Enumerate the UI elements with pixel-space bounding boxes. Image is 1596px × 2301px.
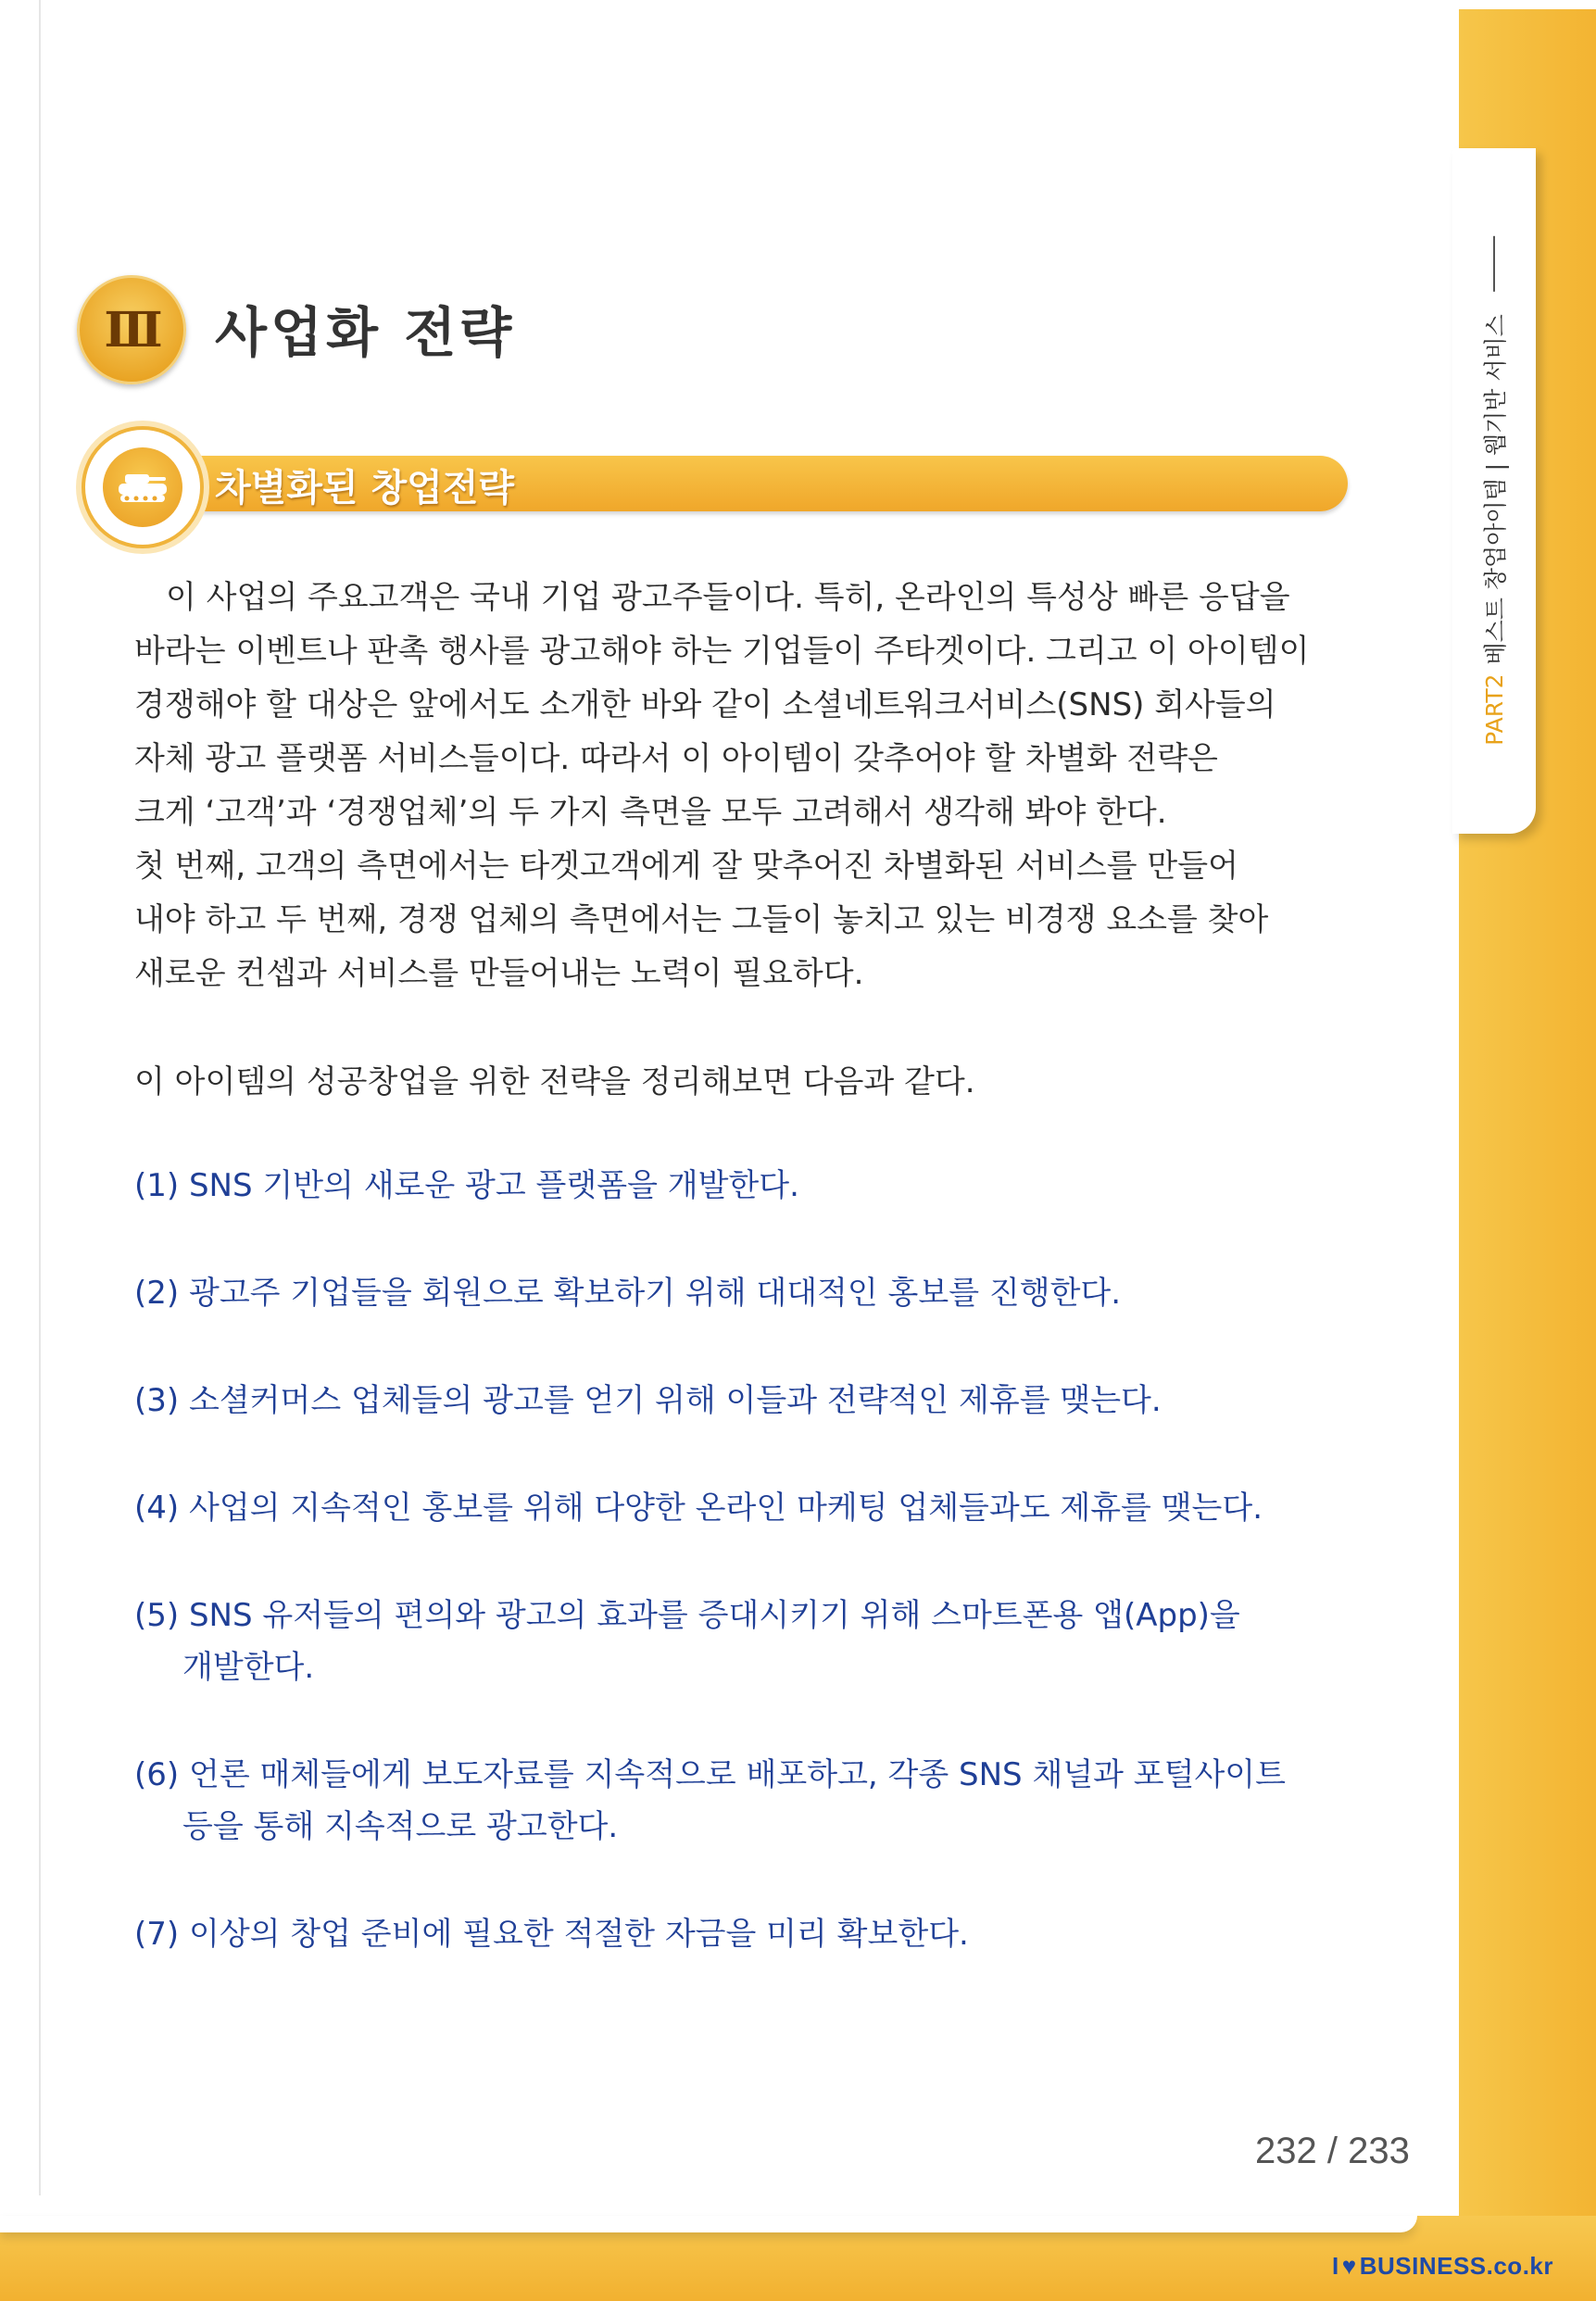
strategy-item [134,1267,1121,1319]
strategy-line: (4) 사업의 지속적인 홍보를 위해 다양한 온라인 마케팅 업체들과도 제휴를 맺는다. [134,1490,1263,1527]
section-title: 사업화 전략 [215,301,516,364]
heart-icon: ♥ [1341,2252,1357,2280]
strategy-line: 등을 통해 지속적으로 광고한다. [182,1808,619,1845]
footer-site-label [1332,2252,1553,2281]
footer-band-edge [0,2216,1417,2232]
strategy-line: (2) 광고주 기업들을 회원으로 확보하기 위해 대대적인 홍보를 진행한다. [134,1275,1122,1312]
strategy-item [134,1482,1263,1534]
strategy-line: (5) SNS 유저들의 편의와 광고의 효과를 증대시키기 위해 스마트폰용 앱(App)을 [134,1597,1240,1634]
strategy-intro: 이 아이템의 성공창업을 위한 전략을 정리해보면 다음과 같다. [134,1063,975,1100]
body-line: 첫 번째, 고객의 측면에서는 타겟고객에게 잘 맞추어진 차별화된 서비스를 만들어 [134,848,1238,885]
strategy-line: (1) SNS 기반의 새로운 광고 플랫폼을 개발한다. [134,1167,799,1204]
strategy-item [134,1590,1240,1693]
subsection-icon-ring [82,426,204,548]
body-line: 바라는 이벤트나 판촉 행사를 광고해야 하는 기업들이 주타겟이다. 그리고 이 아이템이 [134,633,1310,670]
part-label: PART2 [1480,673,1508,746]
tank-icon [116,469,170,506]
body-line: 이 사업의 주요고객은 국내 기업 광고주들이다. 특히, 온라인의 특성상 빠른 응답을 [166,579,1290,616]
side-rule [1493,236,1495,292]
roman-numeral: Ⅲ [104,301,159,358]
strategy-item [134,1749,1286,1853]
strategy-item [134,1908,969,1960]
body-line: 경쟁해야 할 대상은 앞에서도 소개한 바와 같이 소셜네트워크서비스(SNS) 회사들의 [134,686,1276,723]
footer-prefix: I [1332,2252,1339,2280]
section-number-badge [77,275,186,384]
subsection-title: 차별화된 창업전략 [215,467,515,509]
body-line: 새로운 컨셉과 서비스를 만들어내는 노력이 필요하다. [134,955,864,992]
body-line: 내야 하고 두 번째, 경쟁 업체의 측면에서는 그들이 놓치고 있는 비경쟁 요소를 찾아 [134,901,1269,938]
strategy-item [134,1160,799,1212]
body-line: 자체 광고 플랫폼 서비스들이다. 따라서 이 아이템이 갖추어야 할 차별화 전략은 [134,740,1218,777]
page-margin-line [39,0,41,2195]
strategy-line: (3) 소셜커머스 업체들의 광고를 얻기 위해 이들과 전략적인 제휴를 맺는다. [134,1382,1162,1419]
strategy-line: (6) 언론 매체들에게 보도자료를 지속적으로 배포하고, 각종 SNS 채널과 포털사이트 [134,1756,1286,1793]
strategy-line: (7) 이상의 창업 준비에 필요한 적절한 자금을 미리 확보한다. [134,1916,969,1953]
body-line: 크게 ‘고객’과 ‘경쟁업체’의 두 가지 측면을 모두 고려해서 생각해 봐야 한다. [134,794,1167,831]
footer-site: BUSINESS.co.kr [1359,2252,1553,2280]
chapter-label: 베스트 창업아이템 | 웹기반 서비스 [1482,314,1509,665]
strategy-line: 개발한다. [182,1649,315,1686]
page-number: 232 / 233 [1255,2131,1410,2171]
strategy-item [134,1375,1162,1427]
chapter-side-label [1477,236,1511,746]
body-paragraph [134,571,1338,1000]
